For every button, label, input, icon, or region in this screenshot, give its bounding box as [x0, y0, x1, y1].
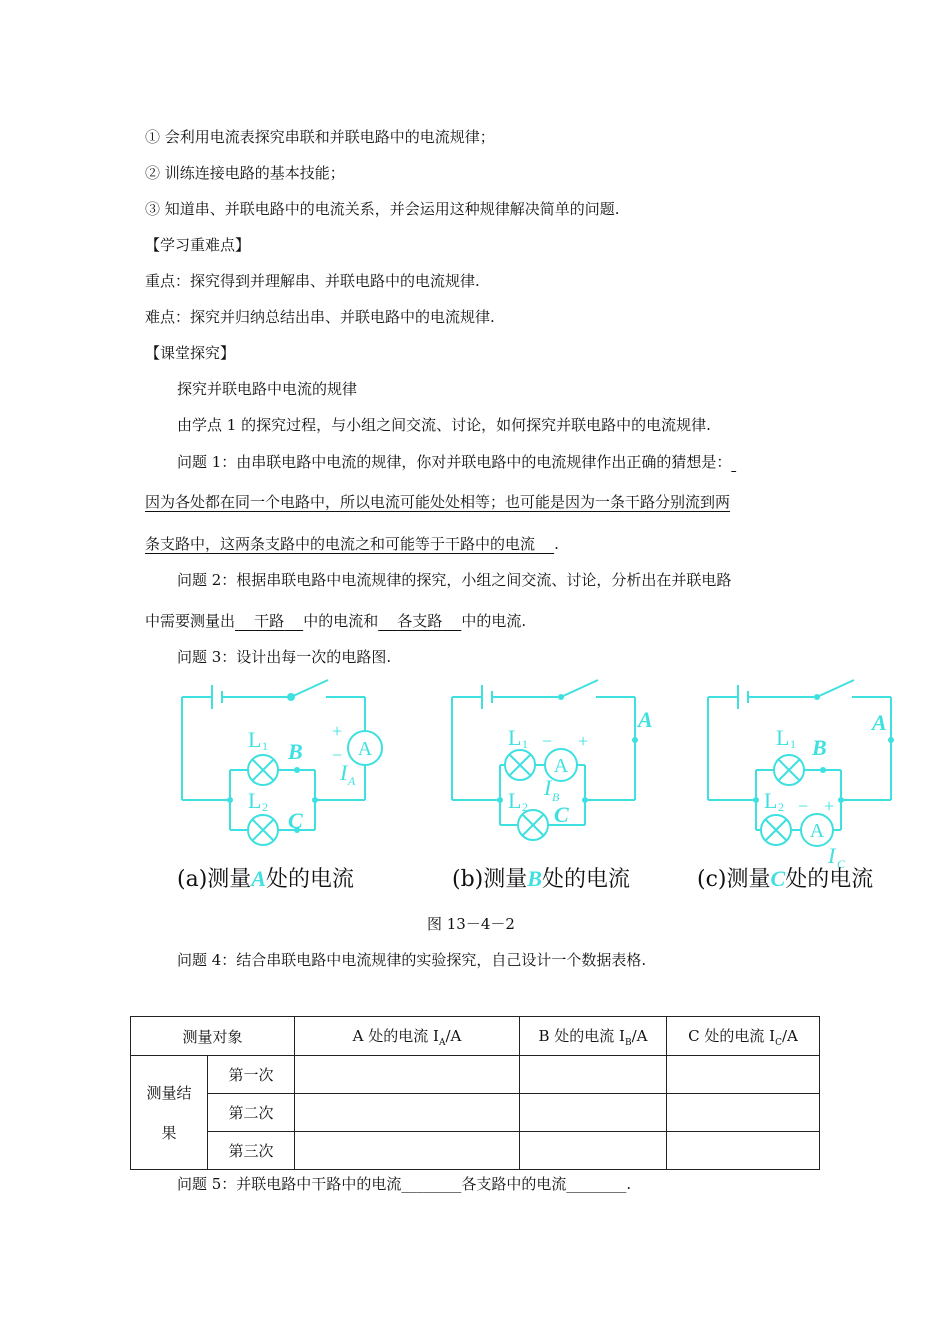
question-1	[177, 452, 741, 472]
table-row	[131, 1132, 820, 1170]
goal-1: ① 会利用电流表探究串联和并联电路中的电流规律；	[145, 128, 495, 146]
table-cell[interactable]	[667, 1056, 820, 1094]
table-cell[interactable]	[295, 1132, 520, 1170]
svg-text:−: −	[798, 796, 809, 816]
figure-label: 图 13－4－2	[427, 915, 515, 933]
question-1-answer-line-2: 条支路中，这两条支路中的电流之和可能等于干路中的电流 .	[145, 535, 559, 553]
svg-text:B: B	[288, 739, 303, 764]
svg-text:I: I	[340, 760, 348, 785]
question-5-blank-2[interactable]: ________	[566, 1175, 627, 1193]
svg-text:A: A	[872, 710, 887, 735]
table-header-a: A 处的电流 $I_A/A$	[295, 1017, 520, 1056]
question-1-answer-text: 条支路中，这两条支路中的电流之和可能等于干路中的电流	[145, 535, 536, 553]
table-result-label: 测量结 果	[131, 1056, 208, 1170]
svg-text:−: −	[542, 731, 553, 751]
table-cell[interactable]	[520, 1132, 667, 1170]
svg-text:2: 2	[778, 800, 784, 814]
data-table	[130, 1016, 820, 1170]
svg-text:L: L	[508, 725, 522, 750]
svg-text:A: A	[348, 774, 356, 788]
table-row-label: 第一次	[208, 1056, 295, 1094]
svg-text:C: C	[837, 857, 846, 871]
difficult-point: 难点：探究并归纳总结出串、并联电路中的电流规律.	[145, 308, 495, 326]
table-row	[131, 1056, 820, 1094]
caption-c: (c)测量C处的电流	[697, 866, 874, 892]
table-row	[131, 1094, 820, 1132]
table-cell[interactable]	[295, 1056, 520, 1094]
table-header-b: B 处的电流 $I_B/A$	[520, 1017, 667, 1056]
explore-title: 探究并联电路中电流的规律	[177, 380, 358, 398]
table-cell[interactable]	[520, 1056, 667, 1094]
table-row-label: 第三次	[208, 1132, 295, 1170]
svg-text:L: L	[776, 725, 790, 750]
circuit-diagram-a	[170, 675, 390, 880]
svg-text:+: +	[332, 721, 343, 741]
svg-text:B: B	[812, 735, 827, 760]
question-2-blank-1: 干路	[254, 612, 285, 630]
svg-text:A: A	[638, 707, 653, 732]
svg-text:L: L	[248, 727, 262, 752]
svg-text:2: 2	[522, 800, 528, 814]
table-cell[interactable]	[667, 1094, 820, 1132]
question-2-line-2: 中需要测量出 干路 中的电流和 各支路 中的电流.	[145, 612, 527, 630]
svg-text:A: A	[553, 755, 569, 777]
question-2-line-1: 问题 2：根据串联电路中电流规律的探究，小组之间交流、讨论，分析出在并联电路	[177, 571, 732, 589]
question-2-blank-2: 各支路	[397, 612, 443, 630]
question-4: 问题 4：结合串联电路中电流规律的实验探究，自己设计一个数据表格.	[177, 951, 647, 969]
circuit-diagram-b	[440, 675, 660, 880]
svg-text:B: B	[552, 790, 560, 804]
svg-text:+: +	[824, 796, 835, 816]
svg-text:+: +	[578, 731, 589, 751]
svg-text:I: I	[828, 843, 836, 868]
svg-text:A: A	[809, 820, 825, 842]
circuit-diagram-c	[696, 675, 916, 880]
table-cell[interactable]	[667, 1132, 820, 1170]
svg-text:L: L	[248, 788, 262, 813]
goal-3: ③ 知道串、并联电路中的电流关系，并会运用这种规律解决简单的问题.	[145, 200, 620, 218]
svg-text:L: L	[764, 788, 778, 813]
question-1-answer-line-1: 因为各处都在同一个电路中，所以电流可能处处相等；也可能是因为一条干路分别流到两	[145, 493, 731, 511]
explore-intro: 由学点 1 的探究过程，与小组之间交流、讨论，如何探究并联电路中的电流规律.	[177, 416, 711, 434]
table-cell[interactable]	[520, 1094, 667, 1132]
question-5: 问题 5：并联电路中干路中的电流________各支路中的电流________.	[177, 1175, 632, 1193]
svg-text:1: 1	[790, 737, 796, 751]
svg-text:C: C	[554, 802, 569, 827]
table-header-row	[131, 1017, 820, 1056]
table-row-label: 第二次	[208, 1094, 295, 1132]
svg-text:2: 2	[262, 800, 268, 814]
table-header-object: 测量对象	[131, 1017, 295, 1056]
goal-2: ② 训练连接电路的基本技能；	[145, 164, 345, 182]
key-point: 重点：探究得到并理解串、并联电路中的电流规律.	[145, 272, 480, 290]
key-points-heading: 【学习重难点】	[145, 236, 251, 254]
svg-text:I: I	[544, 775, 552, 800]
svg-text:L: L	[508, 788, 522, 813]
svg-text:−: −	[332, 745, 343, 765]
explore-heading: 【课堂探究】	[145, 344, 236, 362]
question-1-prompt: 问题 1：由串联电路中电流的规律，你对并联电路中的电流规律作出正确的猜想是：	[177, 453, 732, 471]
svg-text:C: C	[288, 808, 303, 833]
svg-text:1: 1	[522, 737, 528, 751]
table-cell[interactable]	[295, 1094, 520, 1132]
table-header-c: C 处的电流 $I_C/A$	[667, 1017, 820, 1056]
svg-text:1: 1	[262, 739, 268, 753]
question-3: 问题 3：设计出每一次的电路图.	[177, 648, 392, 666]
question-5-blank-1[interactable]: ________	[401, 1175, 462, 1193]
caption-b: (b)测量B处的电流	[452, 866, 630, 892]
caption-a: (a)测量A处的电流	[177, 866, 354, 892]
svg-text:A: A	[357, 738, 373, 760]
